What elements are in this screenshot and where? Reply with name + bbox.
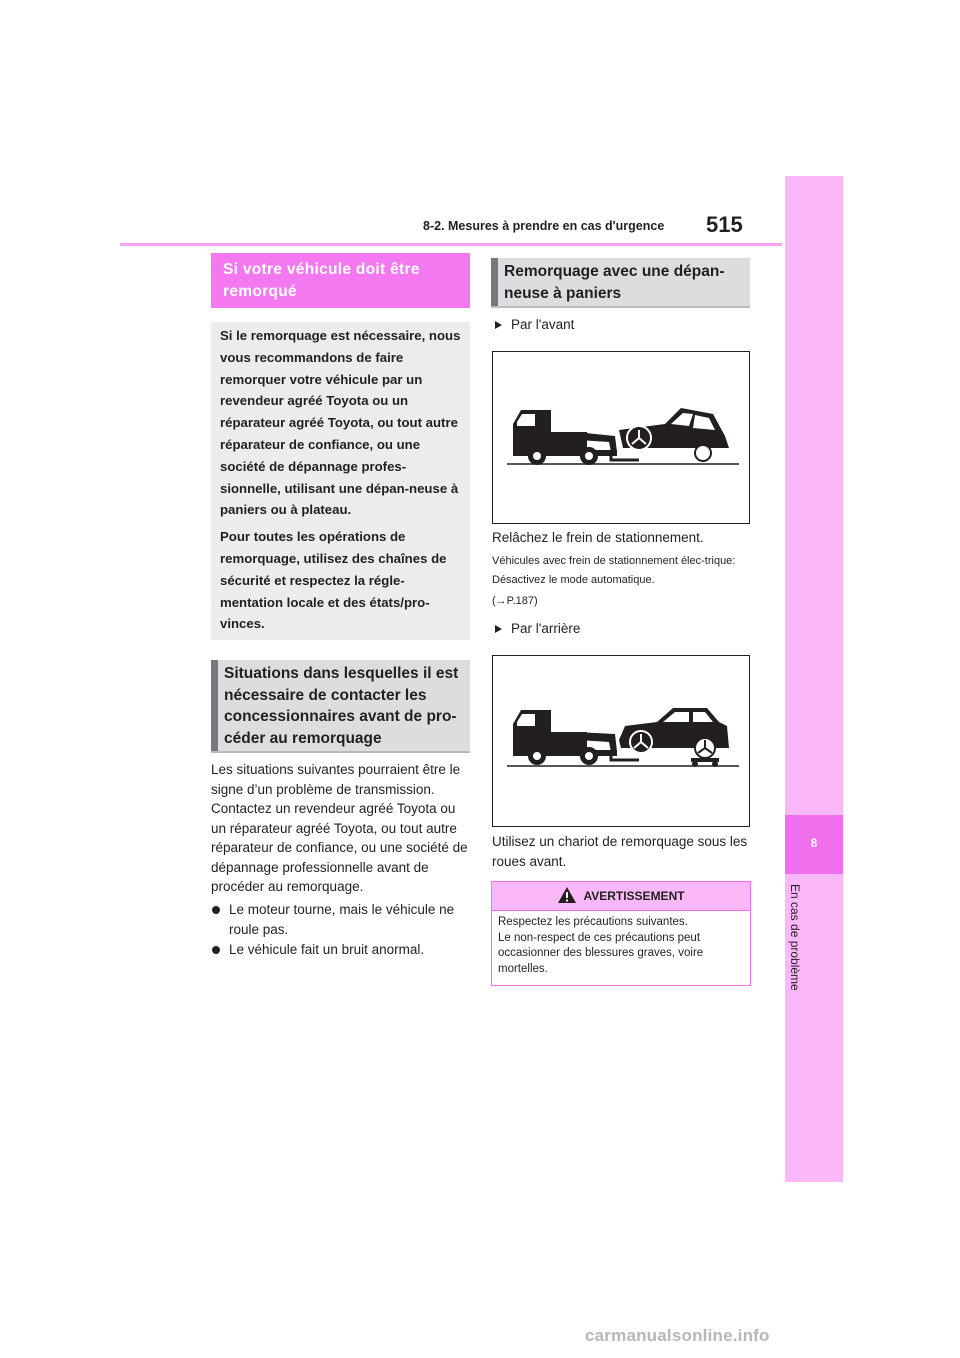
list-item-text: Le véhicule fait un bruit anormal. (229, 942, 425, 957)
triangle-bullet-icon (495, 625, 502, 633)
towing-info-box (211, 322, 470, 640)
heading-accent-bar (211, 660, 218, 751)
rear-tow-label-text: Par l'arrière (511, 621, 581, 636)
warning-text: Respectez les précautions suivantes. Le non-respect de ces précautions peut occasionner des blessures graves, voire mortelles. (498, 916, 704, 975)
rear-tow-illustration (492, 655, 750, 827)
warning-triangle-icon (557, 886, 577, 904)
warning-box (491, 881, 751, 986)
wheel-lift-heading-text: Remorquage avec une dépan-neuse à paniers (504, 263, 725, 302)
front-tow-label (495, 315, 574, 334)
front-tow-illustration (492, 351, 750, 524)
wheel-lift-heading (491, 258, 750, 308)
chapter-number: 8 (810, 836, 818, 850)
list-item (212, 940, 470, 960)
list-item (212, 900, 470, 939)
towing-section-title: Si votre véhicule doit être remorqué (211, 253, 470, 308)
info-paragraph-1: Si le remorquage est nécessaire, nous vous recommandons de faire remorquer votre véhicule par un revendeur agréé Toyota ou un réparateur agréé Toyota, ou tout autre réparateur de confiance, ou une société de dépannage profes-sionnelle, utilisant une dépan-neuse à paniers ou à plateau. (220, 328, 461, 518)
triangle-bullet-icon (495, 321, 502, 329)
chapter-side-tab (785, 176, 843, 1182)
list-item-text: Le moteur tourne, mais le véhicule ne roule pas. (229, 902, 455, 937)
page-reference-link[interactable]: (→P.187) (492, 595, 538, 607)
situations-heading-text: Situations dans lesquelles il est nécessaire de contacter les concessionnaires avant de pro-céder au remorquage (224, 665, 459, 747)
front-tow-instruction: Relâchez le frein de stationnement. (492, 530, 704, 545)
chapter-label: En cas de problème (788, 884, 802, 991)
section-title: 8-2. Mesures à prendre en cas d'urgence (423, 219, 665, 233)
header-divider (120, 243, 782, 246)
rear-tow-label (495, 619, 580, 638)
info-paragraph-2: Pour toutes les opérations de remorquage, utilisez des chaînes de sécurité et respectez la régle-mentation locale et des états/pro-vinces. (220, 529, 447, 632)
front-tow-note: Véhicules avec frein de stationnement élec-trique: Désactivez le mode automatique. (492, 555, 736, 586)
heading-accent-bar (491, 258, 498, 306)
tow-truck-rear-icon (493, 656, 749, 826)
page-number: 515 (706, 212, 743, 237)
bullet-dot-icon (212, 946, 220, 954)
warning-header (492, 882, 750, 911)
watermark: carmanualsonline.info (585, 1326, 770, 1345)
warning-title: AVERTISSEMENT (583, 889, 685, 903)
situations-heading (211, 660, 470, 753)
rear-tow-instruction: Utilisez un chariot de remorquage sous les roues avant. (492, 834, 748, 869)
front-tow-label-text: Par l'avant (511, 317, 575, 332)
tow-truck-front-icon (493, 352, 749, 523)
bullet-dot-icon (212, 906, 220, 914)
situations-text: Les situations suivantes pourraient être le signe d’un problème de transmission. Contactez un revendeur agréé Toyota ou un réparateur agréé Toyota, ou tout autre réparateur de confiance, ou une société de dépannage professionnelle avant de procéder au remorquage. (211, 762, 468, 894)
